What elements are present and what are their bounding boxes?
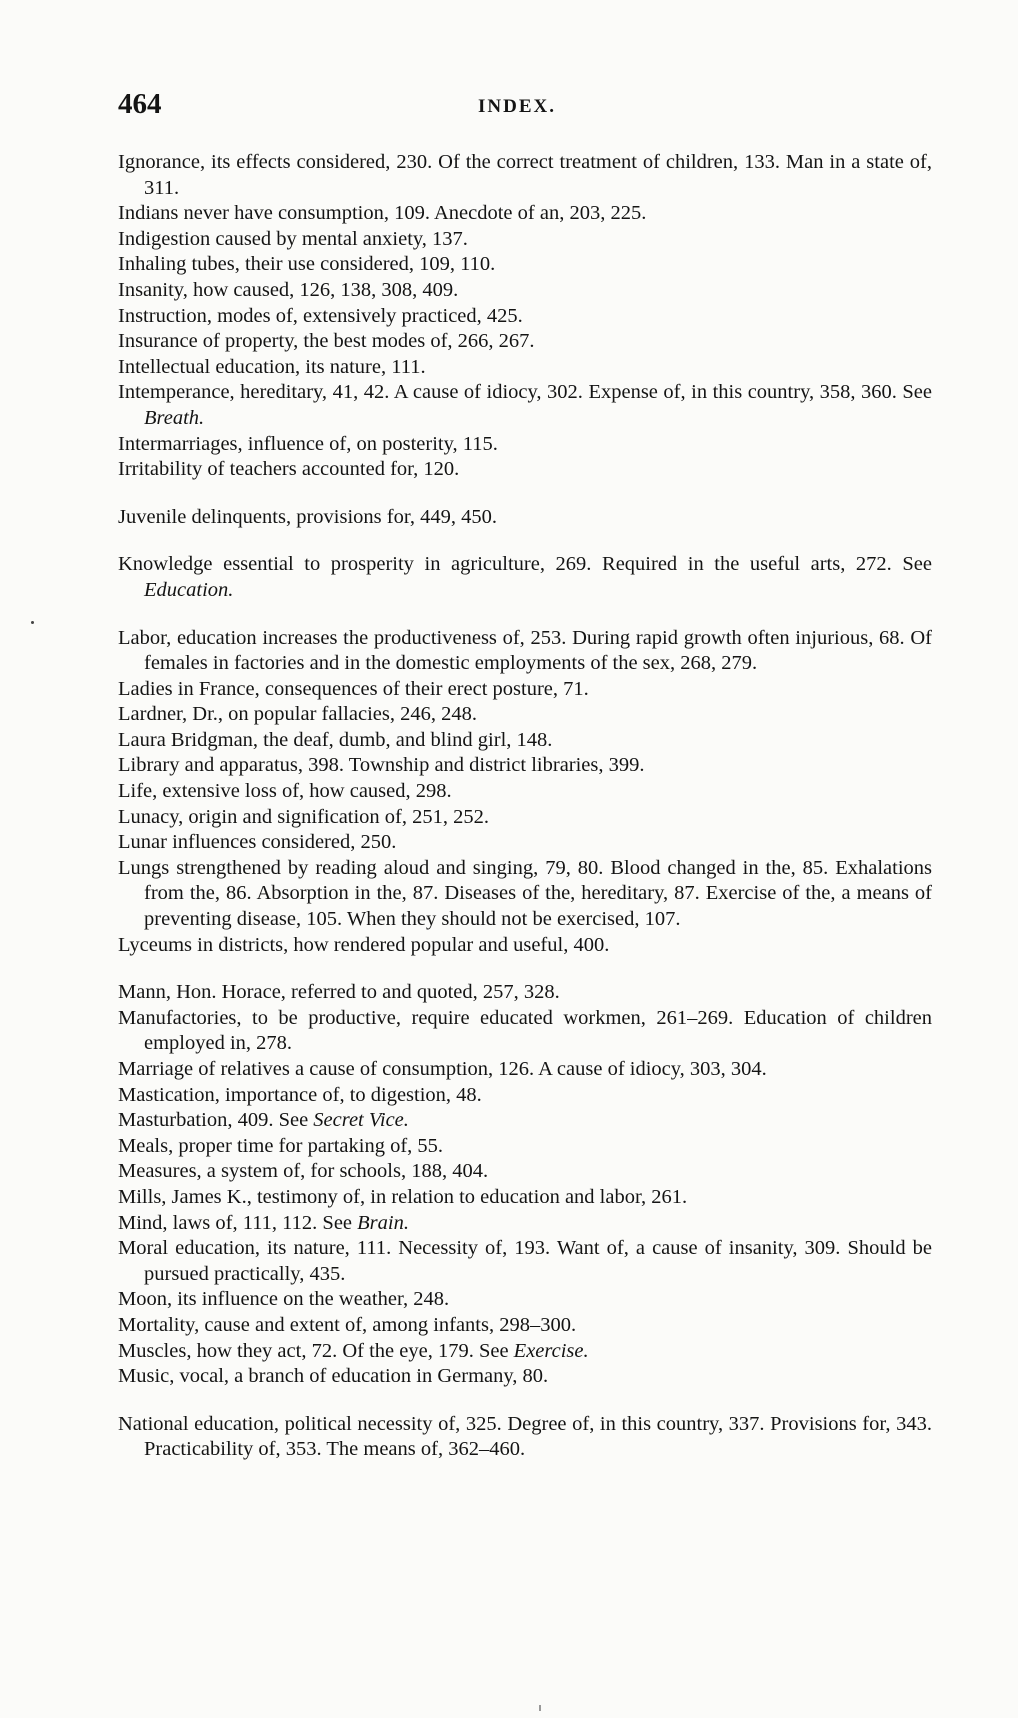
index-entry-text: Moon, its influence on the weather, 248. [118,1288,450,1311]
index-entry [118,227,932,253]
running-head: INDEX. [478,96,556,117]
index-entry-text: Intellectual education, its nature, 111. [118,355,426,378]
index-entry [118,1364,932,1390]
index-entry-text: Irritability of teachers accounted for, 120. [118,458,460,481]
index-entry-text: Intemperance, hereditary, 41, 42. A cause of idiocy, 302. Expense of, in this country, 358, 360. See [118,381,932,404]
index-entry [118,830,932,856]
index-entry-text: Indigestion caused by mental anxiety, 137. [118,227,468,250]
index-entry [118,380,932,431]
index-entry [118,702,932,728]
index-entry-text: Intermarriages, influence of, on posterity, 115. [118,432,498,455]
index-entry [118,201,932,227]
index-entry-text: Music, vocal, a branch of education in Germany, 80. [118,1365,549,1388]
index-entry [118,1134,932,1160]
index-entry [118,728,932,754]
index-entry-text: Insurance of property, the best modes of, 266, 267. [118,330,535,353]
index-entry-text: Mastication, importance of, to digestion, 48. [118,1083,482,1106]
index-entry-text: Marriage of relatives a cause of consumption, 126. A cause of idiocy, 303, 304. [118,1058,767,1080]
index-entry-text: Mind, laws of, 111, 112. See [118,1211,358,1234]
see-reference: Secret Vice. [313,1109,409,1132]
page-header [118,88,928,128]
index-entry [118,457,932,483]
index-entry [118,355,932,381]
index-entry [118,1108,932,1134]
index-group-l [118,626,932,959]
index-entry [118,1006,932,1057]
print-speck [31,621,34,624]
index-entry [118,1159,932,1185]
index-group-m [118,980,932,1390]
index-entry [118,1412,932,1463]
index-entry [118,753,932,779]
index-entry [118,1211,932,1237]
index-entry-text: Mann, Hon. Horace, referred to and quoted, 257, 328. [118,981,560,1004]
index-entry [118,150,932,201]
index-entry [118,805,932,831]
index-entry-text: National education, political necessity of, 325. Degree of, in this country, 337. Provisions for, 343. Practicability of, 353. The means of, 362–460. [118,1412,932,1461]
index-entry-text: Manufactories, to be productive, require educated workmen, 261–269. Education of children employed in, 278. [118,1006,932,1055]
index-entry-text: Masturbation, 409. See [118,1109,314,1132]
index-entry [118,1057,932,1083]
index-entry-text: Life, extensive loss of, how caused, 298. [118,780,452,803]
print-speck [539,1705,541,1711]
index-entry [118,1185,932,1211]
index-entry-text: Ignorance, its effects considered, 230. Of the correct treatment of children, 133. Man in a state of, 311. [118,151,932,199]
index-group-n [118,1412,932,1463]
index-entry-text: Laura Bridgman, the deaf, dumb, and blind girl, 148. [118,728,553,751]
index-entry [118,329,932,355]
index-entry-text: Insanity, how caused, 126, 138, 308, 409. [118,278,459,301]
index-entry-text: Lungs strengthened by reading aloud and singing, 79, 80. Blood changed in the, 85. Exhalations from the, 86. Absorption in the, 87. Diseases of the, hereditary, 87. Exercise of the, a means of preventing disease, 105. When they should not be exercised, 107. [118,856,932,931]
index-body [118,150,932,1485]
index-entry-text: Inhaling tubes, their use considered, 109, 110. [118,253,496,276]
index-entry-text: Labor, education increases the productiveness of, 253. During rapid growth often injurious, 68. Of females in factories and in the domestic employments of the sex, 268, 279. [118,626,932,675]
index-entry-text: Muscles, how they act, 72. Of the eye, 179. See [118,1339,514,1362]
index-entry [118,980,932,1006]
index-entry [118,1313,932,1339]
index-entry [118,779,932,805]
page-number: 464 [118,88,162,120]
index-entry-text: Lyceums in districts, how rendered popular and useful, 400. [118,933,610,956]
index-entry [118,552,932,603]
index-entry [118,677,932,703]
see-reference: Breath. [144,406,205,429]
index-entry-text: Mortality, cause and extent of, among infants, 298–300. [118,1313,577,1336]
index-entry [118,626,932,677]
index-entry-text: Mills, James K., testimony of, in relation to education and labor, 261. [118,1185,688,1208]
index-entry [118,1236,932,1287]
index-entry-text: Ladies in France, consequences of their erect posture, 71. [118,677,589,700]
index-entry-text: Juvenile delinquents, provisions for, 449, 450. [118,505,497,528]
see-reference: Exercise. [513,1339,589,1362]
index-entry-text: Lardner, Dr., on popular fallacies, 246, 248. [118,703,477,726]
index-group-i [118,150,932,483]
index-entry [118,505,932,531]
index-entry-text: Lunar influences considered, 250. [118,831,397,854]
see-reference: Brain. [357,1211,409,1234]
index-entry [118,278,932,304]
index-entry [118,304,932,330]
index-entry [118,1083,932,1109]
index-entry-text: Moral education, its nature, 111. Necessity of, 193. Want of, a cause of insanity, 309. Should be pursued practically, 435. [118,1237,932,1285]
index-entry [118,252,932,278]
see-reference: Education. [144,578,234,601]
index-entry [118,933,932,959]
index-entry-text: Meals, proper time for partaking of, 55. [118,1134,444,1157]
index-entry-text: Library and apparatus, 398. Township and district libraries, 399. [118,754,645,777]
index-entry [118,856,932,933]
index-group-j [118,505,932,531]
index-entry [118,432,932,458]
index-entry-text: Instruction, modes of, extensively practiced, 425. [118,304,523,327]
index-entry-text: Lunacy, origin and signification of, 251, 252. [118,805,490,828]
index-entry-text: Measures, a system of, for schools, 188, 404. [118,1160,489,1183]
index-entry-text: Indians never have consumption, 109. Anecdote of an, 203, 225. [118,202,647,225]
index-entry [118,1339,932,1365]
index-entry [118,1287,932,1313]
index-entry-text: Knowledge essential to prosperity in agriculture, 269. Required in the useful arts, 272. See [118,553,932,576]
index-group-k [118,552,932,603]
